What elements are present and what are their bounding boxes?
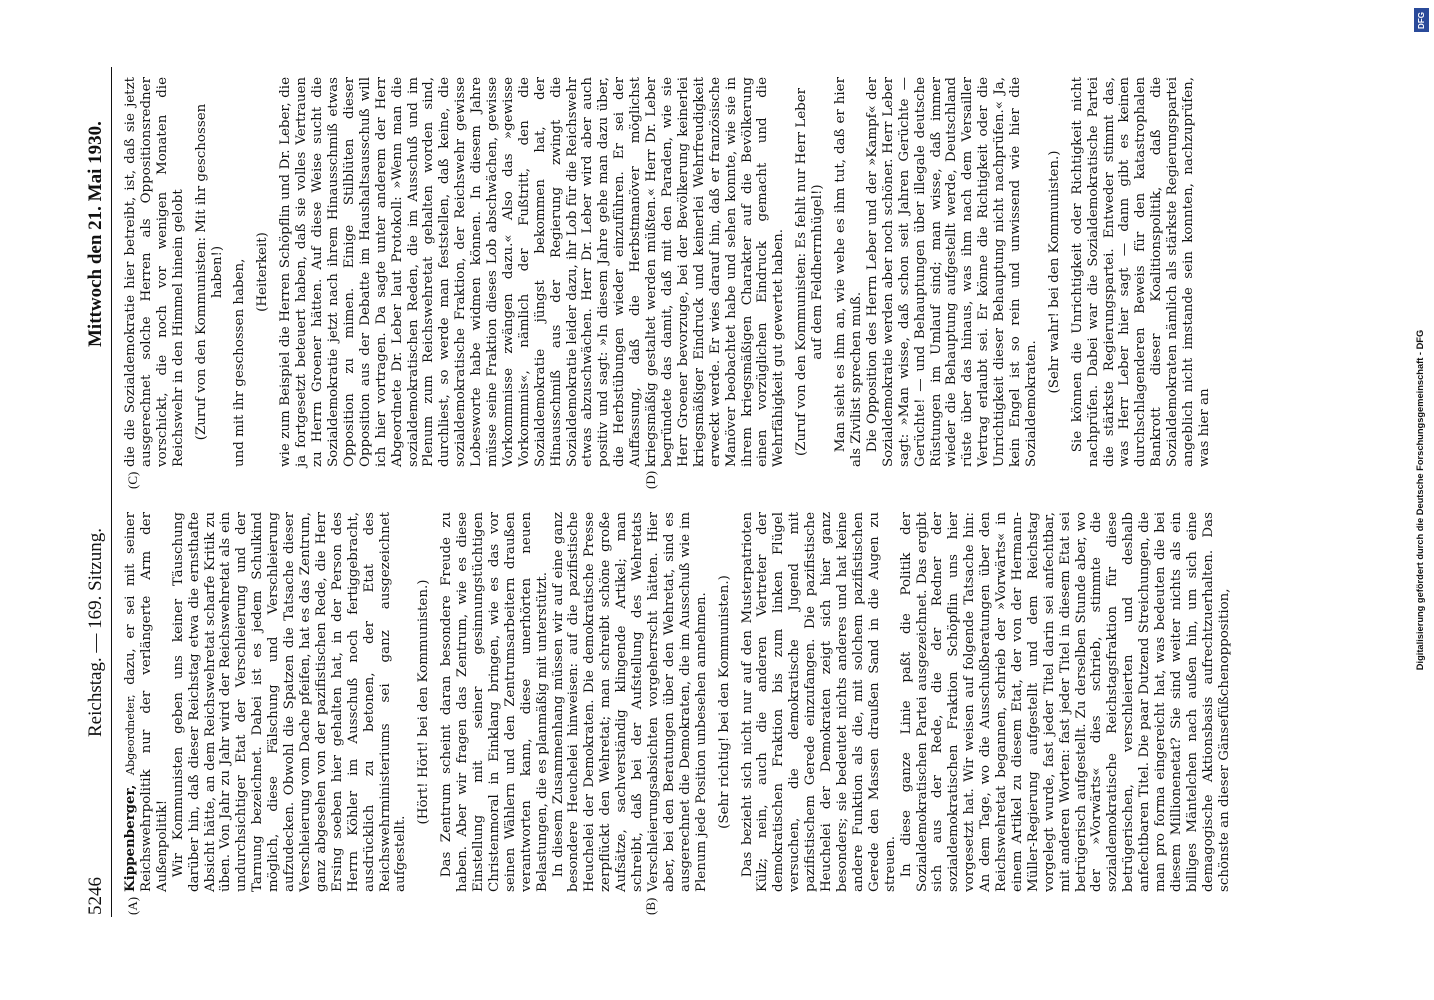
digitization-credit: Digitalisierung gefördert durch die Deutsche Forschungsgemeinschaft - DFG [1415, 329, 1425, 671]
paragraph: die die Sozialdemokratie hier betreibt, ist, daß sie jetzt ausgerechnet solche Herren als Oppositionsredner vorschickt, die noch vor wenigen Monaten die Reichswehr in den Himmel hinein gelobt [123, 77, 186, 467]
interjection: (Heiterkeit) [255, 232, 271, 312]
paragraph: und mit ihr geschossen haben, [232, 258, 248, 467]
page-number: 5246 [85, 877, 106, 915]
margin-mark-c: (C) [125, 471, 140, 489]
paragraph: dazu, er sei mit seiner Reichswehrpolitik nur der verlängerte Arm der Außenpolitik! [123, 512, 170, 892]
session-date: Mittwoch den 21. Mai 1930. [85, 121, 106, 347]
paragraph: wie zum Beispiel die Herren Schöpflin und Dr. Leber, die ja fortgesetzt beteuert haben, daß sie volles Vertrauen zu Herrn Groener hätten. Auf diese Weise sucht die Sozialdemokratie jetzt nach ihrem Hinausschmiß etwas Opposition zu mimen. Einige Stilblüten dieser Opposition aus der Debatte im Haushaltsausschuß will ich hier vortragen. Da sagte unter anderem der Herr Abgeordnete Dr. Leber laut Protokoll: »Wenn man die sozialdemokratischen Reden, die im Ausschuß und im Plenum zum Reichswehretat gehalten worden sind, durchliest, so werde man feststellen, daß keine, die sozialdemokratische Fraktion, der Reichswehr gewisse Lobesworte habe widmen können. In diesem Jahre müsse seine Fraktion dieses Lob abschwächen, gewisse Vorkommnisse zwängen dazu.« Also das »gewisse Vorkommnis«, nämlich der Fußtritt, den die Sozialdemokratie jüngst bekommen hat, der Hinausschmiß aus der Regierung zwingt die Sozialdemokratie leider dazu, ihr Lob für die Reichswehr etwas abzuschwächen. Herr Dr. Leber wird aber auch positiv und sagt: »In diesem Jahre gehe man dazu über, die Herbstübungen wieder einzuführen. Er sei der Auffassung, daß die Herbstmanöver möglichst kriegsmäßig gestaltet werden müßten.« Herr Dr. Leber begründete das damit, daß mit den Paraden, wie sie Herr Groener bevorzuge, bei der Bevölkerung keinerlei kriegsmäßiger Eindruck und keinerlei Wehrfreudigkeit erweckt werde. Er wies darauf hin, daß er französische Manöver beobachtet habe und sehen konnte, wie sie in ihrem kriegsmäßigen Charakter auf die Bevölkerung einen vorzüglichen Eindruck gemacht und die Wehrfähigkeit gut gewertet haben. [278, 77, 787, 467]
speech-opening [123, 512, 171, 892]
margin-mark-d: (D) [643, 470, 658, 489]
interjection: (Hört! Hört! bei den Kommunisten.) [416, 579, 432, 825]
paragraph: Wir Kommunisten geben uns keiner Täuschung darüber hin, daß dieser Reichstag etwa die ernsthafte Absicht hätte, an dem Reichswehretat scharfe Kritik zu üben. Von Jahr zu Jahr wird der Reichswehretat als ein undurchsichtiger Etat der Verschleierung und der Tarnung bezeichnet. Dabei ist es jedem Schulkind möglich, diese Fälschung und Verschleierung aufzudecken. Obwohl die Spatzen die Tatsache dieser Verschleierung vom Dache pfeifen, hat es das Zentrum, ganz abgesehen von der pazifistischen Rede, die Herr Ersing soeben hier gehalten hat, in der Person des Herrn Köhler im Ausschuß noch fertiggebracht, ausdrücklich zu betonen, der Etat des Reichswehrministeriums sei ganz ausgezeichnet aufgestellt. [170, 512, 409, 892]
left-column [123, 512, 1233, 892]
paragraph: In diesem Zusammenhang müssen wir auf eine ganz besondere Heuchelei hinweisen: auf die pazifistische Heuchelei der Demokraten. Die demokratische Presse zerpflückt den Wehretat; man schreibt schöne große Aufsätze, sachverständig klingende Artikel; man schreibt, daß bei der Aufstellung des Wehretats Verschleierungsabsichten vorgeherrscht hätten. Hier aber, bei den Beratungen über den Wehretat, sind es ausgerechnet die Demokraten, die im Ausschuß wie im Plenum jede Position unbesehen annehmen. [550, 512, 709, 892]
interjection: (Sehr wahr! bei den Kommunisten.) [1046, 150, 1062, 394]
interjection: (Sehr richtig! bei den Kommunisten.) [716, 575, 732, 829]
paragraph: Sie können die Unrichtigkeit oder Richtigkeit nicht nachprüfen. Dabei war die Sozialdemokratische Partei die stärkste Regierungspartei. Entweder stimmt das, was Herr Leber hier sagt — dann gibt es keinen durchschlagenderen Beweis für den katastrophalen Bankrott dieser Koalitionspolitik, daß die Sozialdemokraten nämlich als stärkste Regierungspartei angeblich nicht imstande sein konnten, nachzuprüfen, was hier an [1069, 77, 1212, 467]
paragraph: In diese ganze Linie paßt die Politik der Sozialdemokratischen Partei ausgezeichnet. Das ergibt sich aus der Rede, die der Redner der sozialdemokratischen Fraktion Schöpflin uns hier vorgesetzt hat. Wir weisen auf folgende Tatsache hin: An dem Tage, wo die Ausschußberatungen über den Reichswehretat begannen, schrieb der »Vorwärts« in einem Artikel zu diesem Etat, der von der Hermann-Müller-Regierung aufgestellt und dem Reichstag vorgelegt wurde, fast jeder Titel darin sei anfechtbar, mit anderen Worten: fast jeder Titel in diesem Etat sei betrügerisch aufgestellt. Zu derselben Stunde aber, wo der »Vorwärts« dies schrieb, stimmte die sozialdemokratische Reichstagsfraktion für diese betrügerischen, verschleierten und deshalb anfechtbaren Titel. Die paar Dutzend Streichungen, die man pro forma eingereicht hat, was bedeuten die bei diesem Millionenetat? Sie sind weiter nichts als ein billiges Mäntelchen nach außen hin, um sich eine demagogische Aktionsbasis aufrechtzuerhalten. Das schönste an dieser Gänsefüßchenopposition, [898, 512, 1232, 892]
speaker-role: Abgeordneter, [124, 694, 137, 776]
margin-mark-b: (B) [643, 897, 658, 915]
paragraph: Die Opposition des Herrn Leber und der »Kampf« der Sozialdemokratie werden aber noch schöner. Herr Leber sagt: »Man wisse, daß schon seit Jahren Gerüchte — Gerüchte! — und Behauptungen über illegale deutsche Rüstungen im Umlauf sind; man wisse, daß immer wieder die Behauptung aufgestellt werde, Deutschland rüste über das hinaus, was ihm nach dem Versailler Vertrag erlaubt sei. Er könne die Richtigkeit oder die Unrichtigkeit dieser Behauptung nicht nachprüfen.« Ja, kein Engel ist so rein und unwissend wie hier die Sozialdemokraten. [864, 77, 1039, 467]
rotated-document-page [83, 67, 1363, 917]
dfg-logo-icon: DFG [1414, 8, 1429, 32]
interjection: (Zuruf von den Kommunisten: Mit ihr geschossen haben!) [193, 103, 225, 441]
page-header [83, 67, 112, 917]
paragraph: Das bezieht sich nicht nur auf den Musterpatrioten Külz; nein, auch die anderen Vertreter der demokratischen Fraktion bis zum linken Flügel versuchen, die demokratische Jugend mit pazifistischem Gerede einzufangen. Die pazifistische Heuchelei der Demokraten zeigt sich hier ganz besonders; sie bedeutet nichts anderes und hat keine andere Funktion als die, mit solchem pazifistischen Gerede den Massen draußen Sand in die Augen zu streuen. [739, 512, 898, 892]
speaker-name: Kippenberger, [122, 784, 138, 892]
paragraph: Man sieht es ihm an, wie wehe es ihm tut, daß er hier als Zivilist sprechen muß. [833, 77, 864, 467]
session-title: Reichstag. — 169. Sitzung. [85, 528, 106, 737]
interjection: (Zuruf von den Kommunisten: Es fehlt nur Herr Leber auf dem Feldherrnhügel!) [794, 87, 826, 457]
right-column [123, 77, 1213, 467]
paragraph: Das Zentrum scheint daran besondere Freude zu haben. Aber wir fragen das Zentrum, wie es diese Einstellung mit seiner gesinnungstüchtigen Christenmoral in Einklang bringen, wie es das vor seinen Wählern und den Zentrumsarbeitern draußen verantworten kann, diese unerhörten neuen Belastungen, die es planmäßig mit unterstützt. [439, 512, 550, 892]
margin-mark-a: (A) [125, 896, 140, 915]
